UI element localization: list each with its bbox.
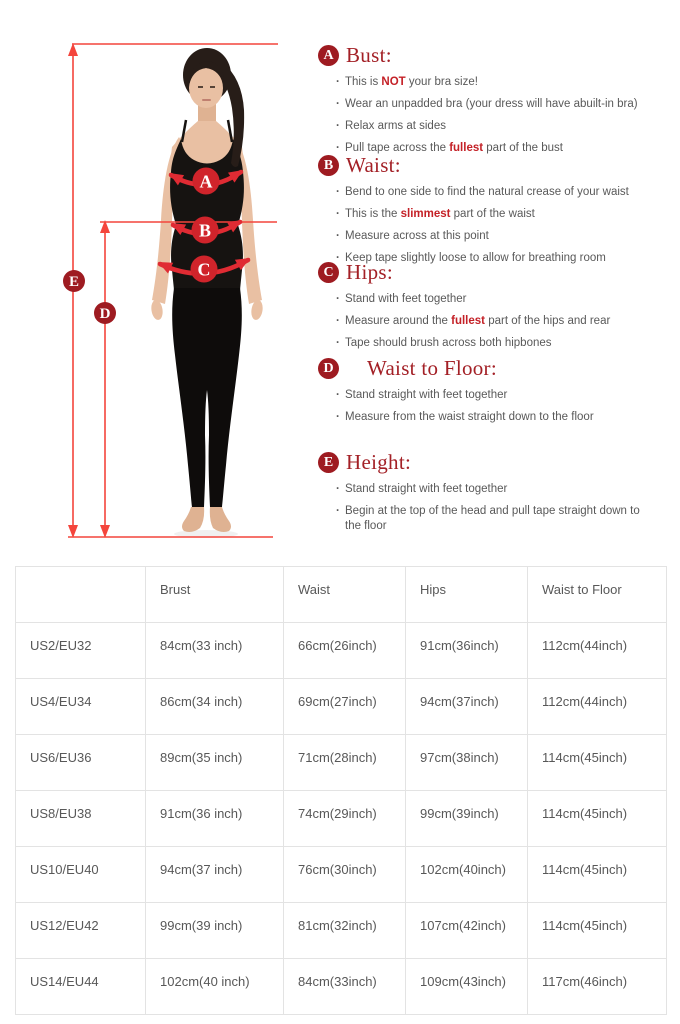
- size-cell: 69cm(27inch): [284, 679, 406, 735]
- measurement-figure: [0, 0, 320, 560]
- letter-badge: A: [318, 45, 339, 66]
- table-row: [16, 735, 667, 791]
- hips-marker-letter: C: [197, 259, 211, 280]
- text-segment: Pull tape across the: [345, 142, 450, 154]
- instruction-list: [318, 185, 680, 266]
- letter-badge: E: [318, 452, 339, 473]
- instruction-item: [345, 388, 680, 403]
- section-title: Waist to Floor:: [367, 355, 497, 380]
- size-cell: 112cm(44inch): [528, 679, 667, 735]
- text-segment: part of the bust: [483, 142, 563, 154]
- text-segment: Measure from the waist straight down to the floor: [345, 411, 594, 423]
- bust-marker-letter: A: [199, 171, 213, 192]
- column-header: Waist to Floor: [528, 567, 667, 623]
- size-cell: 114cm(45inch): [528, 847, 667, 903]
- text-segment: your bra size!: [405, 76, 478, 88]
- highlight-text: fullest: [451, 315, 485, 327]
- highlight-text: slimmest: [400, 208, 451, 220]
- text-segment: Stand straight with feet together: [345, 389, 508, 401]
- table-row: [16, 679, 667, 735]
- text-segment: Measure around the: [345, 315, 452, 327]
- instruction-item: [345, 336, 680, 351]
- measure-section-bust: [318, 42, 680, 163]
- header-row: [16, 567, 667, 623]
- height-marker-letter: E: [68, 274, 80, 290]
- letter-badge: B: [318, 155, 339, 176]
- size-chart-body: [16, 623, 667, 1015]
- instruction-item: [345, 75, 680, 90]
- measure-section-waisttofloor: [318, 355, 680, 432]
- size-cell: 94cm(37 inch): [146, 847, 284, 903]
- instruction-item: [345, 119, 680, 134]
- arrow-down-icon: [68, 525, 78, 538]
- instruction-item: [345, 504, 645, 534]
- highlight-text: fullest: [449, 142, 484, 154]
- table-row: [16, 791, 667, 847]
- size-cell: 66cm(26inch): [284, 623, 406, 679]
- instruction-item: [345, 97, 680, 112]
- size-cell: 89cm(35 inch): [146, 735, 284, 791]
- text-segment: part of the hips and rear: [485, 315, 611, 327]
- size-chart-header: [16, 567, 667, 623]
- section-heading: [318, 355, 680, 381]
- section-heading: [318, 152, 680, 178]
- instruction-list: [318, 388, 680, 425]
- letter-badge: D: [318, 358, 339, 379]
- instruction-list: [318, 292, 680, 351]
- size-label: US4/EU34: [16, 679, 146, 735]
- measure-section-hips: [318, 259, 680, 358]
- text-segment: Relax arms at sides: [345, 120, 446, 132]
- waist-to-floor-marker-letter: D: [99, 306, 111, 322]
- instruction-item: [345, 410, 680, 425]
- model-illustration: [150, 48, 264, 538]
- size-label: US2/EU32: [16, 623, 146, 679]
- text-segment: Stand straight with feet together: [345, 483, 508, 495]
- size-chart-table: [15, 566, 667, 1015]
- arrow-up-icon: [68, 43, 78, 56]
- text-segment: This is the: [345, 208, 401, 220]
- size-cell: 94cm(37inch): [406, 679, 528, 735]
- section-title: Waist:: [346, 152, 401, 177]
- text-segment: Begin at the top of the head and pull tape straight down to the floor: [345, 505, 640, 532]
- section-title: Height:: [346, 449, 412, 474]
- column-header: [16, 567, 146, 623]
- size-cell: 74cm(29inch): [284, 791, 406, 847]
- instruction-item: [345, 314, 680, 329]
- size-label: US10/EU40: [16, 847, 146, 903]
- size-cell: 102cm(40inch): [406, 847, 528, 903]
- size-cell: 84cm(33inch): [284, 959, 406, 1015]
- instruction-list: [318, 482, 645, 534]
- waist-marker-letter: B: [198, 220, 212, 241]
- size-cell: 99cm(39 inch): [146, 903, 284, 959]
- size-cell: 114cm(45inch): [528, 791, 667, 847]
- size-cell: 114cm(45inch): [528, 735, 667, 791]
- size-label: US6/EU36: [16, 735, 146, 791]
- size-label: US14/EU44: [16, 959, 146, 1015]
- section-heading: [318, 449, 680, 475]
- section-heading: [318, 42, 680, 68]
- size-cell: 86cm(34 inch): [146, 679, 284, 735]
- measuring-instructions: [318, 0, 680, 560]
- letter-badge: C: [318, 262, 339, 283]
- size-cell: 102cm(40 inch): [146, 959, 284, 1015]
- size-cell: 107cm(42inch): [406, 903, 528, 959]
- column-header: Waist: [284, 567, 406, 623]
- column-header: Brust: [146, 567, 284, 623]
- measurement-lines: [68, 43, 278, 538]
- size-cell: 99cm(39inch): [406, 791, 528, 847]
- text-segment: Measure across at this point: [345, 230, 489, 242]
- text-segment: part of the waist: [450, 208, 535, 220]
- size-cell: 71cm(28inch): [284, 735, 406, 791]
- column-header: Hips: [406, 567, 528, 623]
- size-cell: 91cm(36inch): [406, 623, 528, 679]
- instruction-item: [345, 482, 645, 497]
- table-row: [16, 903, 667, 959]
- size-cell: 109cm(43inch): [406, 959, 528, 1015]
- table-row: [16, 847, 667, 903]
- size-cell: 81cm(32inch): [284, 903, 406, 959]
- text-segment: Stand with feet together: [345, 293, 467, 305]
- text-segment: This is: [345, 76, 382, 88]
- instruction-list: [318, 75, 680, 156]
- size-cell: 112cm(44inch): [528, 623, 667, 679]
- section-heading: [318, 259, 680, 285]
- size-cell: 76cm(30inch): [284, 847, 406, 903]
- size-cell: 97cm(38inch): [406, 735, 528, 791]
- instruction-item: [345, 185, 680, 200]
- instruction-item: [345, 229, 680, 244]
- size-cell: 114cm(45inch): [528, 903, 667, 959]
- size-cell: 84cm(33 inch): [146, 623, 284, 679]
- size-cell: 91cm(36 inch): [146, 791, 284, 847]
- table-row: [16, 959, 667, 1015]
- table-row: [16, 623, 667, 679]
- size-label: US12/EU42: [16, 903, 146, 959]
- arrow-down-icon: [100, 525, 110, 538]
- text-segment: Tape should brush across both hipbones: [345, 337, 552, 349]
- text-segment: Bend to one side to find the natural crease of your waist: [345, 186, 629, 198]
- text-segment: Keep tape slightly loose to allow for breathing room: [345, 252, 606, 264]
- size-cell: 117cm(46inch): [528, 959, 667, 1015]
- measure-section-height: [318, 449, 680, 541]
- instruction-item: [345, 292, 680, 307]
- measure-section-waist: [318, 152, 680, 273]
- text-segment: Wear an unpadded bra (your dress will have abuilt-in bra): [345, 98, 638, 110]
- highlight-text: NOT: [381, 76, 406, 88]
- section-title: Hips:: [346, 259, 394, 284]
- size-chart: [15, 566, 667, 1015]
- instruction-item: [345, 207, 680, 222]
- section-title: Bust:: [346, 42, 392, 67]
- size-label: US8/EU38: [16, 791, 146, 847]
